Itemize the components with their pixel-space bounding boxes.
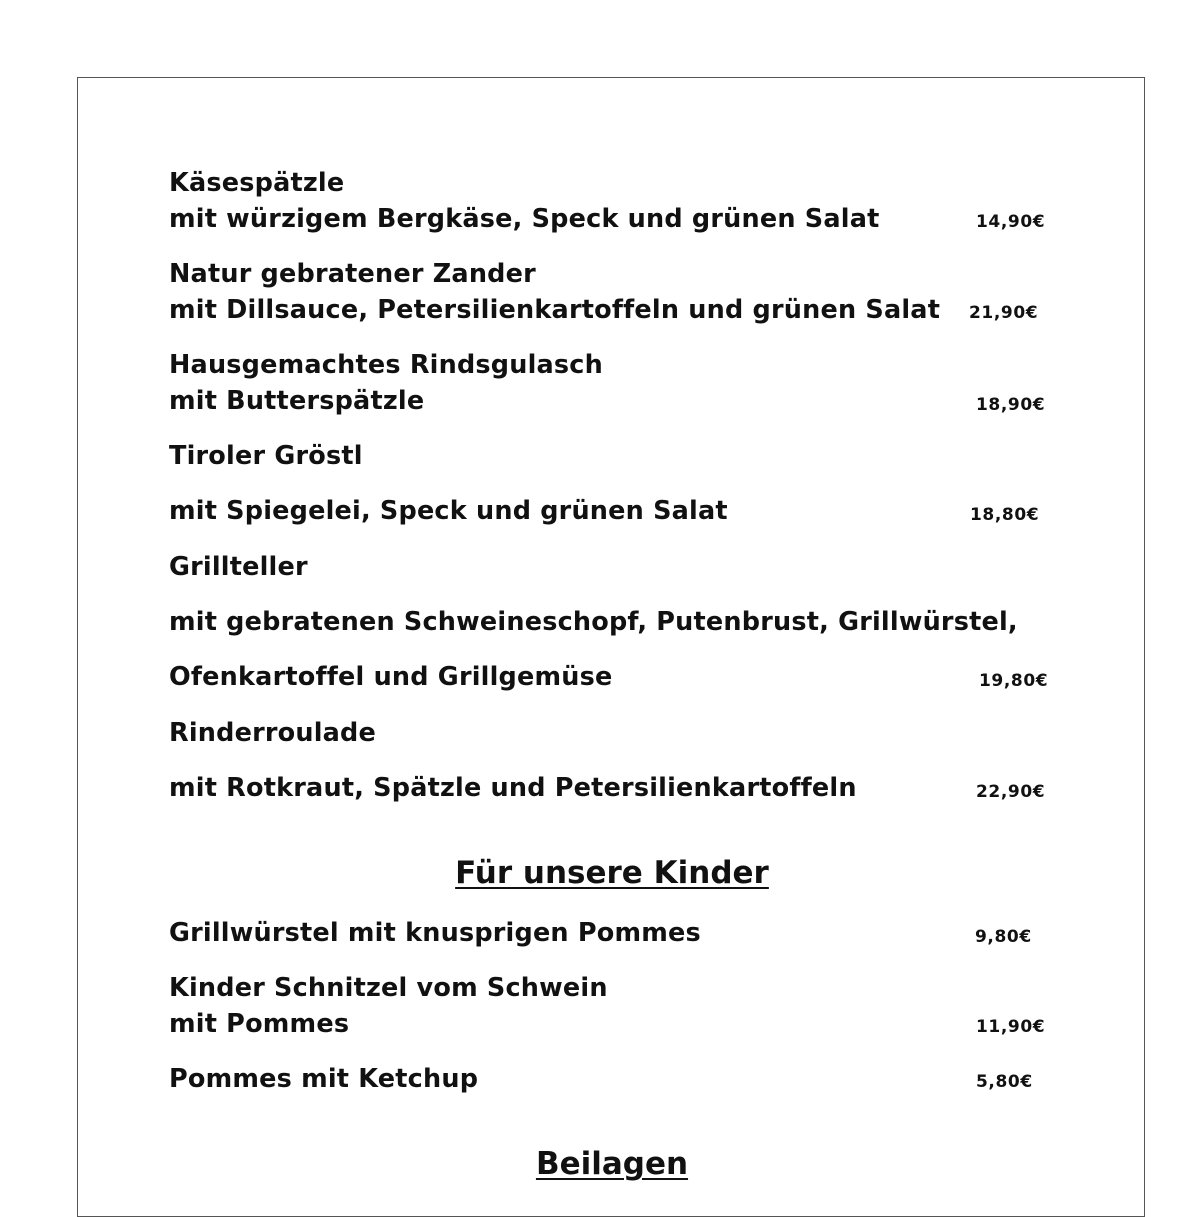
dish-name-zander: Natur gebratener Zander — [169, 259, 536, 289]
kids-item-description-schnitzel: mit Pommes — [169, 1009, 350, 1039]
dish-price-grillteller: 19,80€ — [979, 671, 1049, 691]
section-heading-sides: Beilagen — [535, 1146, 689, 1182]
dish-name-rindsgulasch: Hausgemachtes Rindsgulasch — [169, 350, 603, 380]
kids-item-price-schnitzel: 11,90€ — [976, 1017, 1046, 1037]
dish-price-kaesespaetzle: 14,90€ — [976, 212, 1046, 232]
dish-name-grillteller: Grillteller — [169, 552, 308, 582]
dish-description-grillteller-line-1: mit gebratenen Schweineschopf, Putenbrust, Grillwürstel, — [169, 607, 1018, 637]
kids-item-name-pommes: Pommes mit Ketchup — [169, 1064, 479, 1094]
dish-description-rinderroulade: mit Rotkraut, Spätzle und Petersilienkartoffeln — [169, 773, 857, 803]
kids-item-price-grillwuerstel: 9,80€ — [975, 927, 1032, 947]
dish-description-grillteller-line-2: Ofenkartoffel und Grillgemüse — [169, 662, 613, 692]
section-heading-kids: Für unsere Kinder — [455, 855, 769, 891]
dish-name-kaesespaetzle: Käsespätzle — [169, 168, 345, 198]
dish-price-rindsgulasch: 18,90€ — [976, 395, 1046, 415]
dish-price-zander: 21,90€ — [969, 303, 1039, 323]
dish-description-rindsgulasch: mit Butterspätzle — [169, 386, 425, 416]
dish-name-groestl: Tiroler Gröstl — [169, 441, 363, 471]
kids-item-name-schnitzel: Kinder Schnitzel vom Schwein — [169, 973, 608, 1003]
dish-description-kaesespaetzle: mit würzigem Bergkäse, Speck und grünen Salat — [169, 204, 880, 234]
dish-description-groestl: mit Spiegelei, Speck und grünen Salat — [169, 496, 728, 526]
kids-item-name-grillwuerstel: Grillwürstel mit knusprigen Pommes — [169, 918, 701, 948]
dish-price-groestl: 18,80€ — [970, 505, 1040, 525]
dish-description-zander: mit Dillsauce, Petersilienkartoffeln und grünen Salat — [169, 295, 941, 325]
menu-page-frame — [77, 77, 1145, 1217]
kids-item-price-pommes: 5,80€ — [976, 1072, 1033, 1092]
dish-price-rinderroulade: 22,90€ — [976, 782, 1046, 802]
dish-name-rinderroulade: Rinderroulade — [169, 718, 376, 748]
